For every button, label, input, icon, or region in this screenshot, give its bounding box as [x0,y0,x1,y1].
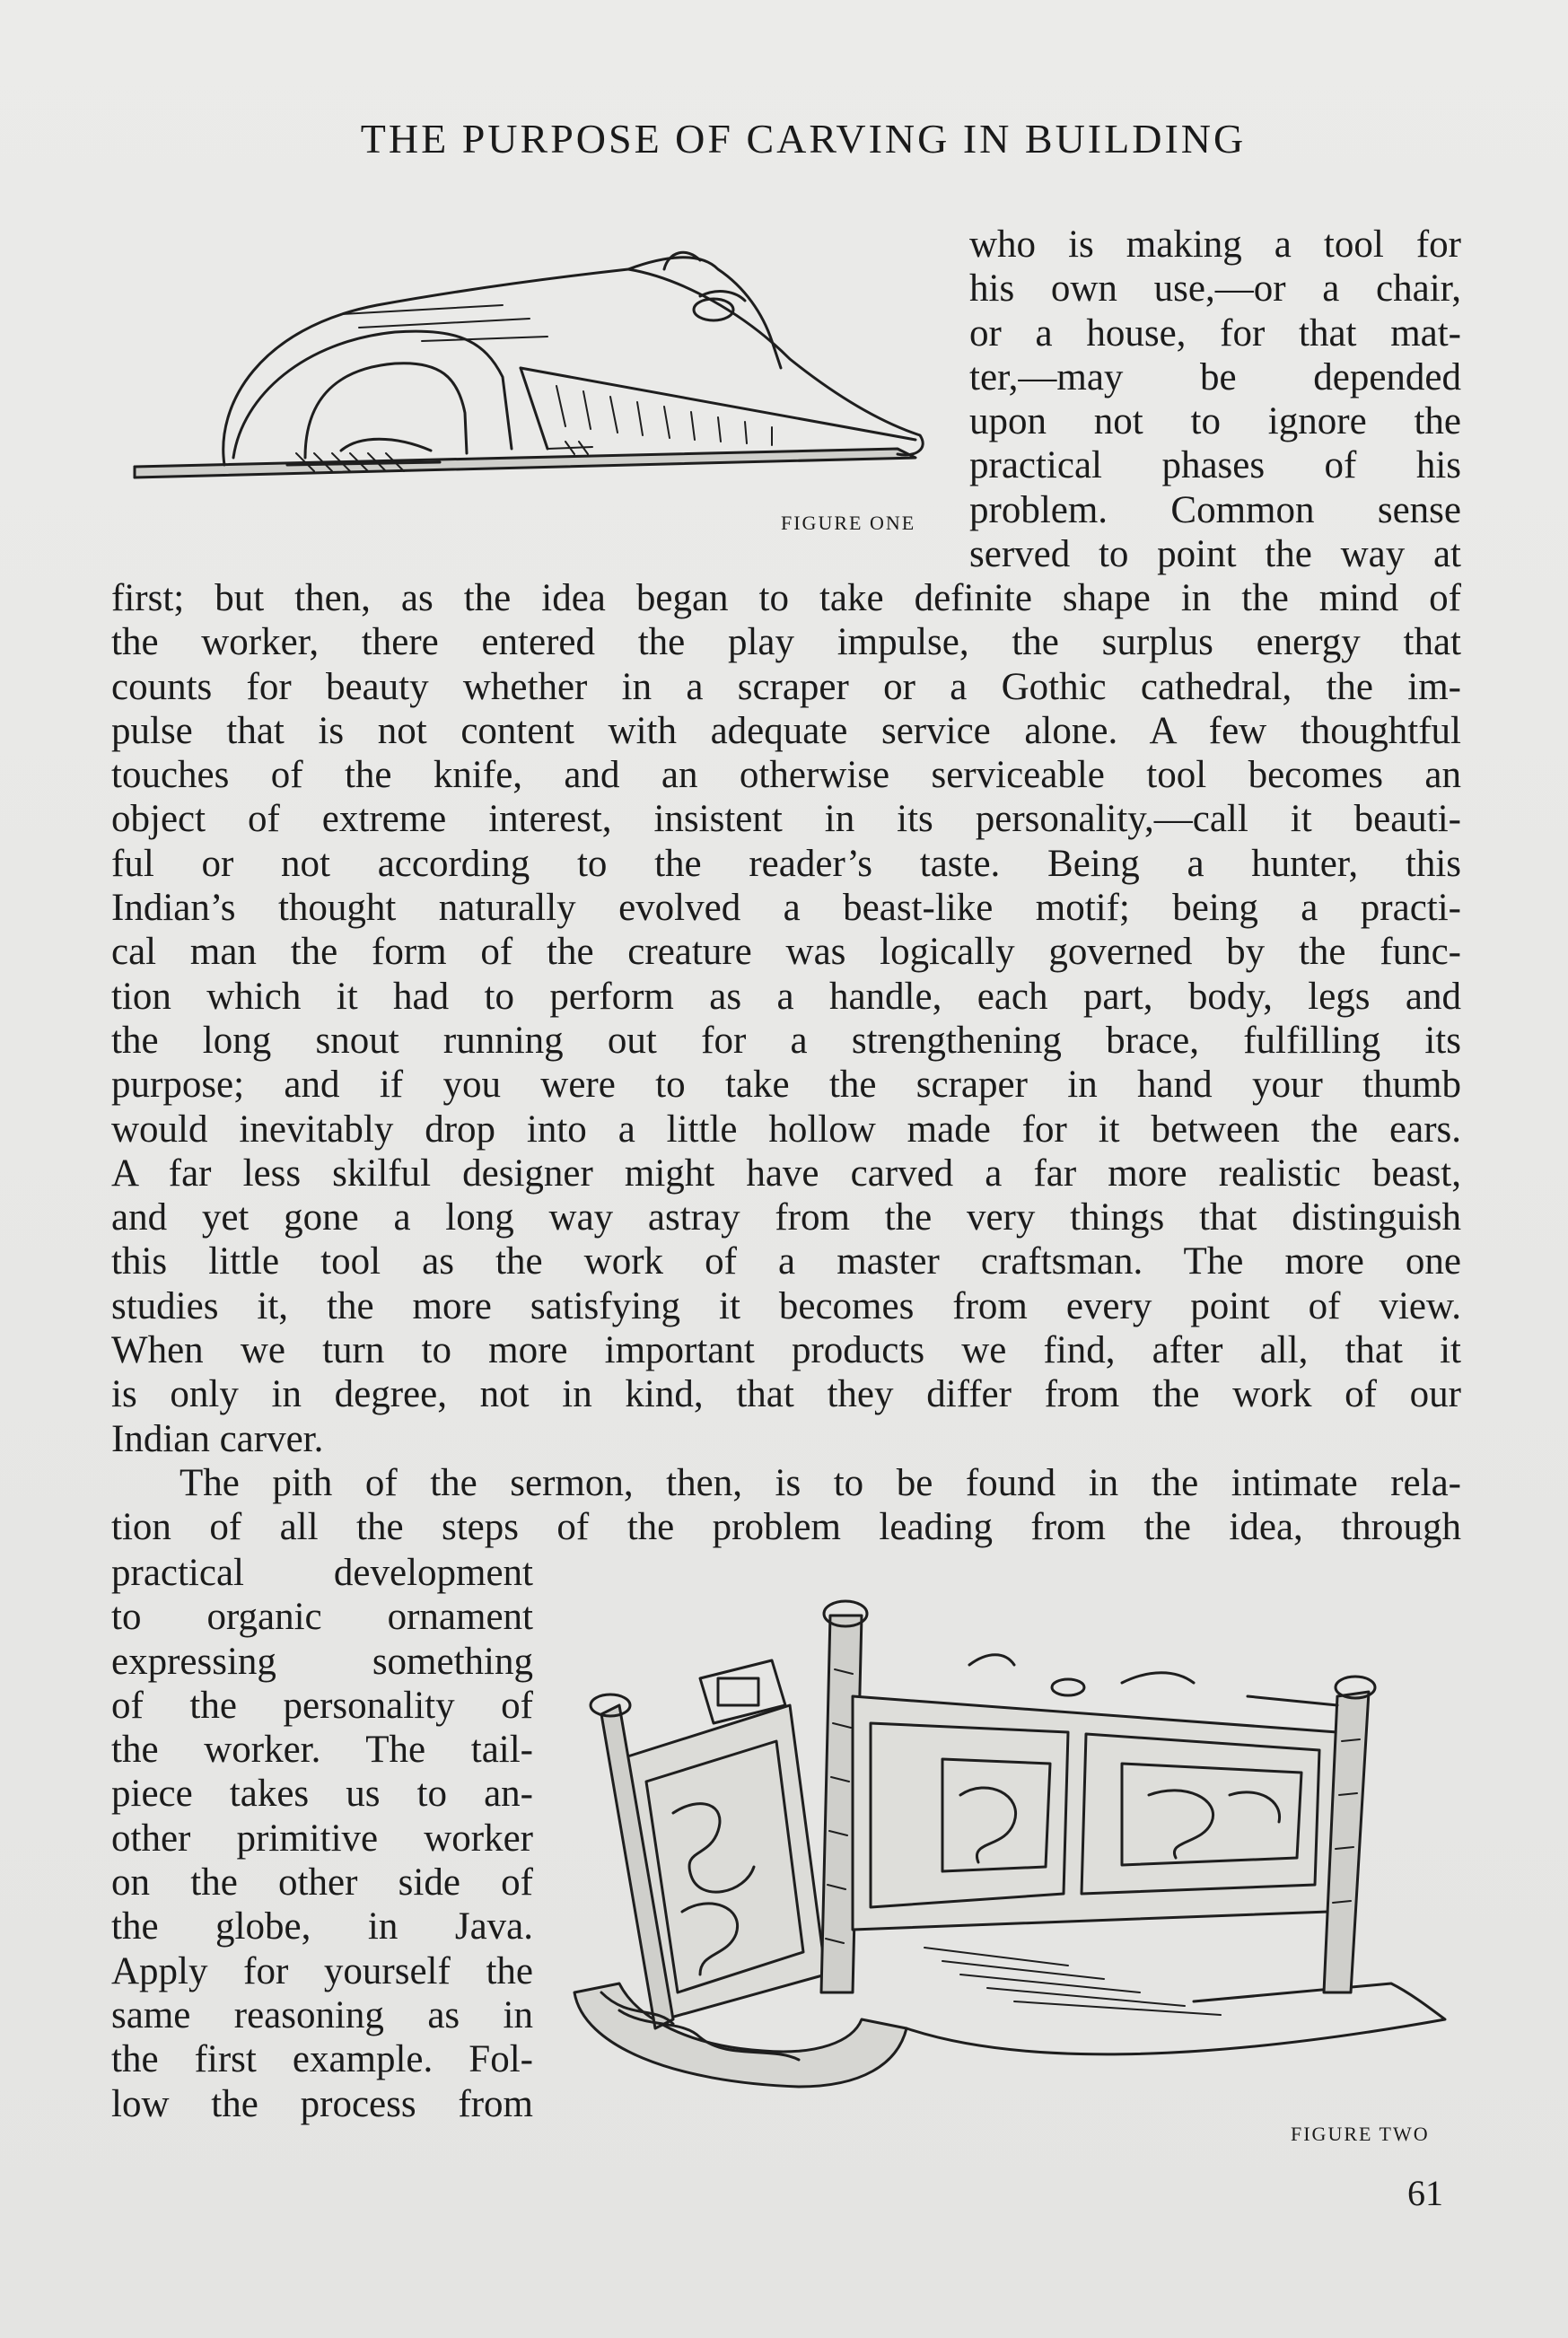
text-line: practical phases of his [969,444,1461,487]
text-line: the long snout running out for a strengthening brace, fulfilling its [111,1019,1461,1062]
text-line: Indian carver. [111,1417,324,1460]
text-line: upon not to ignore the [969,400,1461,443]
text-line: low the process from [111,2082,533,2125]
text-line: cal man the form of the creature was logically governed by the func- [111,931,1461,974]
figure-two-caption: FIGURE TWO [1291,2123,1430,2145]
text-line: and yet gone a long way astray from the very things that distinguish [111,1196,1461,1239]
running-header: THE PURPOSE OF CARVING IN BUILDING [360,116,1247,162]
text-line: tion which it had to perform as a handle, each part, body, legs and [111,975,1461,1018]
text-line: touches of the knife, and an otherwise serviceable tool becomes an [111,754,1461,797]
body-text-main [111,576,1461,1550]
body-text-top-right [969,223,1461,576]
text-line: problem. Common sense [969,488,1461,531]
text-line: on the other side of [111,1861,533,1905]
body-text-left-column [111,1551,533,2126]
text-line: the first example. Fol- [111,2038,533,2081]
text-line: ter,—may be depended [969,355,1461,398]
text-line: other primitive worker [111,1817,533,1860]
text-line: of the personality of [111,1684,533,1727]
text-line: The pith of the sermon, then, is to be found in the intimate rela- [180,1461,1461,1504]
text-line: to organic ornament [111,1596,533,1639]
text-line: his own use,—or a chair, [969,267,1461,311]
figure-two-cradle-illustration [565,1598,1463,2100]
text-line: the worker. The tail- [111,1729,533,1772]
text-line: expressing something [111,1640,533,1683]
text-line: piece takes us to an- [111,1773,533,1816]
text-line: or a house, for that mat- [969,311,1461,355]
text-line: purpose; and if you were to take the scraper in hand your thumb [111,1064,1461,1107]
text-line: the worker, there entered the play impulse, the surplus energy that [111,621,1461,664]
text-line: who is making a tool for [969,223,1461,266]
page-number: 61 [1407,2173,1443,2213]
text-line: served to point the way at [969,533,1461,576]
text-line: the globe, in Java. [111,1905,533,1948]
text-line: would inevitably drop into a little hollow made for it between the ears. [111,1108,1461,1151]
text-line: object of extreme interest, insistent in its personality,—call it beauti- [111,798,1461,841]
text-line: counts for beauty whether in a scraper or a Gothic cathedral, the im- [111,665,1461,708]
text-line: first; but then, as the idea began to take definite shape in the mind of [111,577,1461,619]
text-line: Indian’s thought naturally evolved a beast-like motif; being a practi- [111,887,1461,930]
text-line: is only in degree, not in kind, that they differ from the work of our [111,1373,1461,1416]
text-line: tion of all the steps of the problem leading from the idea, through [111,1506,1461,1549]
text-line: pulse that is not content with adequate service alone. A few thoughtful [111,709,1461,752]
text-line: practical development [111,1552,533,1594]
text-line: Apply for yourself the [111,1949,533,1992]
text-line: same reasoning as in [111,1993,533,2036]
figure-one-scraper-illustration [126,242,951,512]
text-line: When we turn to more important products we find, after all, that it [111,1329,1461,1372]
text-line: this little tool as the work of a master craftsman. The more one [111,1240,1461,1283]
text-line: studies it, the more satisfying it becomes from every point of view. [111,1284,1461,1327]
text-line: ful or not according to the reader’s taste. Being a hunter, this [111,842,1461,885]
figure-one-caption: FIGURE ONE [781,512,916,534]
text-line: A far less skilful designer might have carved a far more realistic beast, [111,1151,1461,1195]
